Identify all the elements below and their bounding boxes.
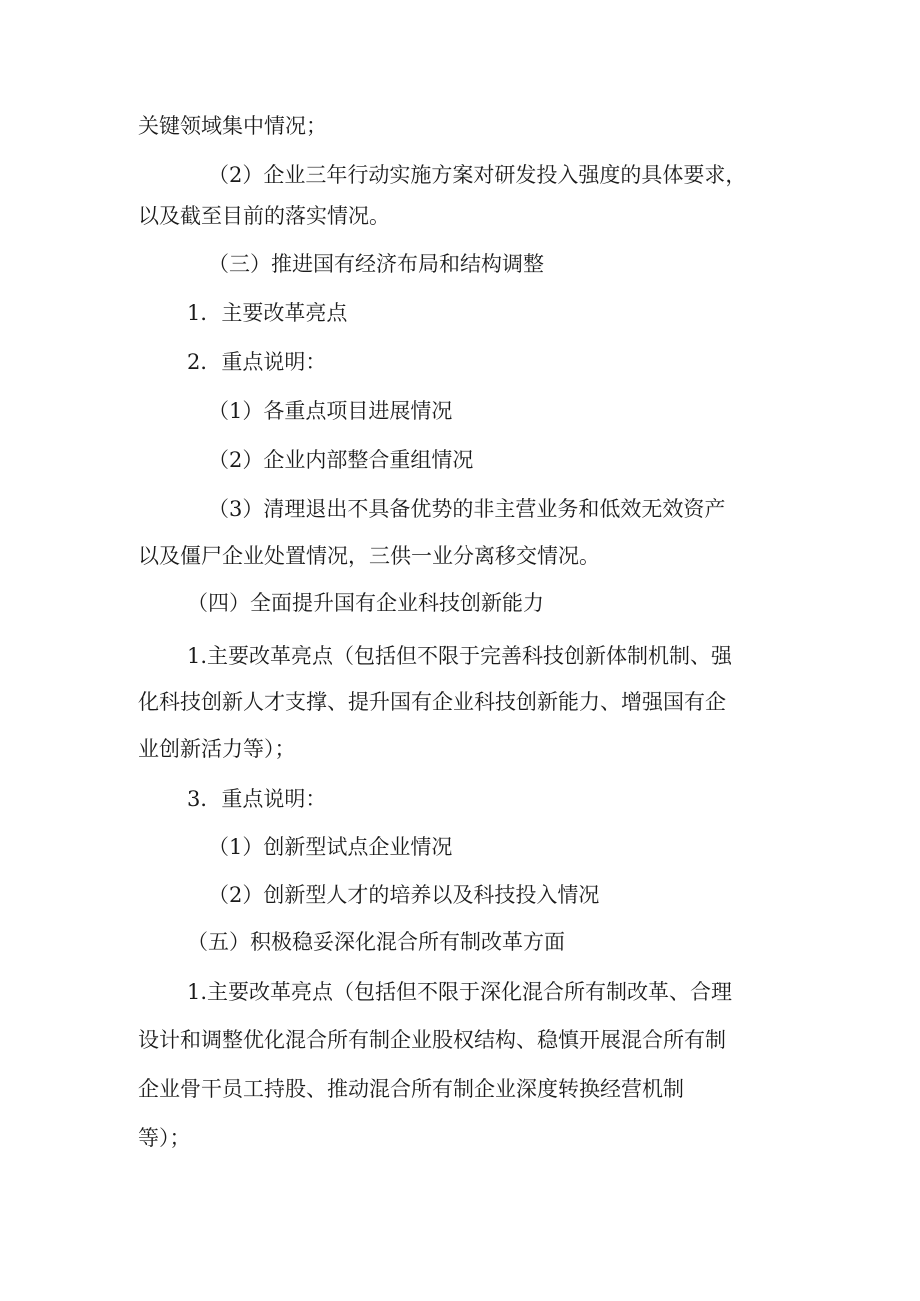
- text-line: 关键领域集中情况；: [138, 114, 327, 138]
- text-line: 以及僵尸企业处置情况，三供一业分离移交情况。: [138, 544, 600, 568]
- section-heading: （三）推进国有经济布局和结构调整: [208, 252, 544, 276]
- text-line: 1.主要改革亮点（包括但不限于深化混合所有制改革、合理: [187, 980, 733, 1004]
- text-line: 2．重点说明：: [187, 350, 327, 374]
- text-line: （1）各重点项目进展情况: [208, 399, 453, 423]
- section-heading: （五）积极稳妥深化混合所有制改革方面: [187, 930, 565, 954]
- text-line: （2）创新型人才的培养以及科技投入情况: [208, 883, 600, 907]
- text-line: 等）；: [138, 1126, 191, 1150]
- text-line: 设计和调整优化混合所有制企业股权结构、稳慎开展混合所有制: [138, 1028, 726, 1052]
- text-line: 1．主要改革亮点: [187, 301, 348, 325]
- text-line: 企业骨干员工持股、推动混合所有制企业深度转换经营机制: [138, 1077, 684, 1101]
- text-line: （3）清理退出不具备优势的非主营业务和低效无效资产: [208, 497, 726, 521]
- text-line: 以及截至目前的落实情况。: [138, 204, 390, 228]
- text-line: （2）企业三年行动实施方案对研发投入强度的具体要求，: [208, 163, 747, 187]
- text-line: 业创新活力等）；: [138, 737, 296, 761]
- text-line: 化科技创新人才支撑、提升国有企业科技创新能力、增强国有企: [138, 690, 726, 714]
- text-line: （1）创新型试点企业情况: [208, 835, 453, 859]
- text-line: 3．重点说明：: [187, 787, 327, 811]
- text-line: （2）企业内部整合重组情况: [208, 448, 474, 472]
- text-line: 1.主要改革亮点（包括但不限于完善科技创新体制机制、强: [187, 644, 733, 668]
- section-heading: （四）全面提升国有企业科技创新能力: [187, 591, 544, 615]
